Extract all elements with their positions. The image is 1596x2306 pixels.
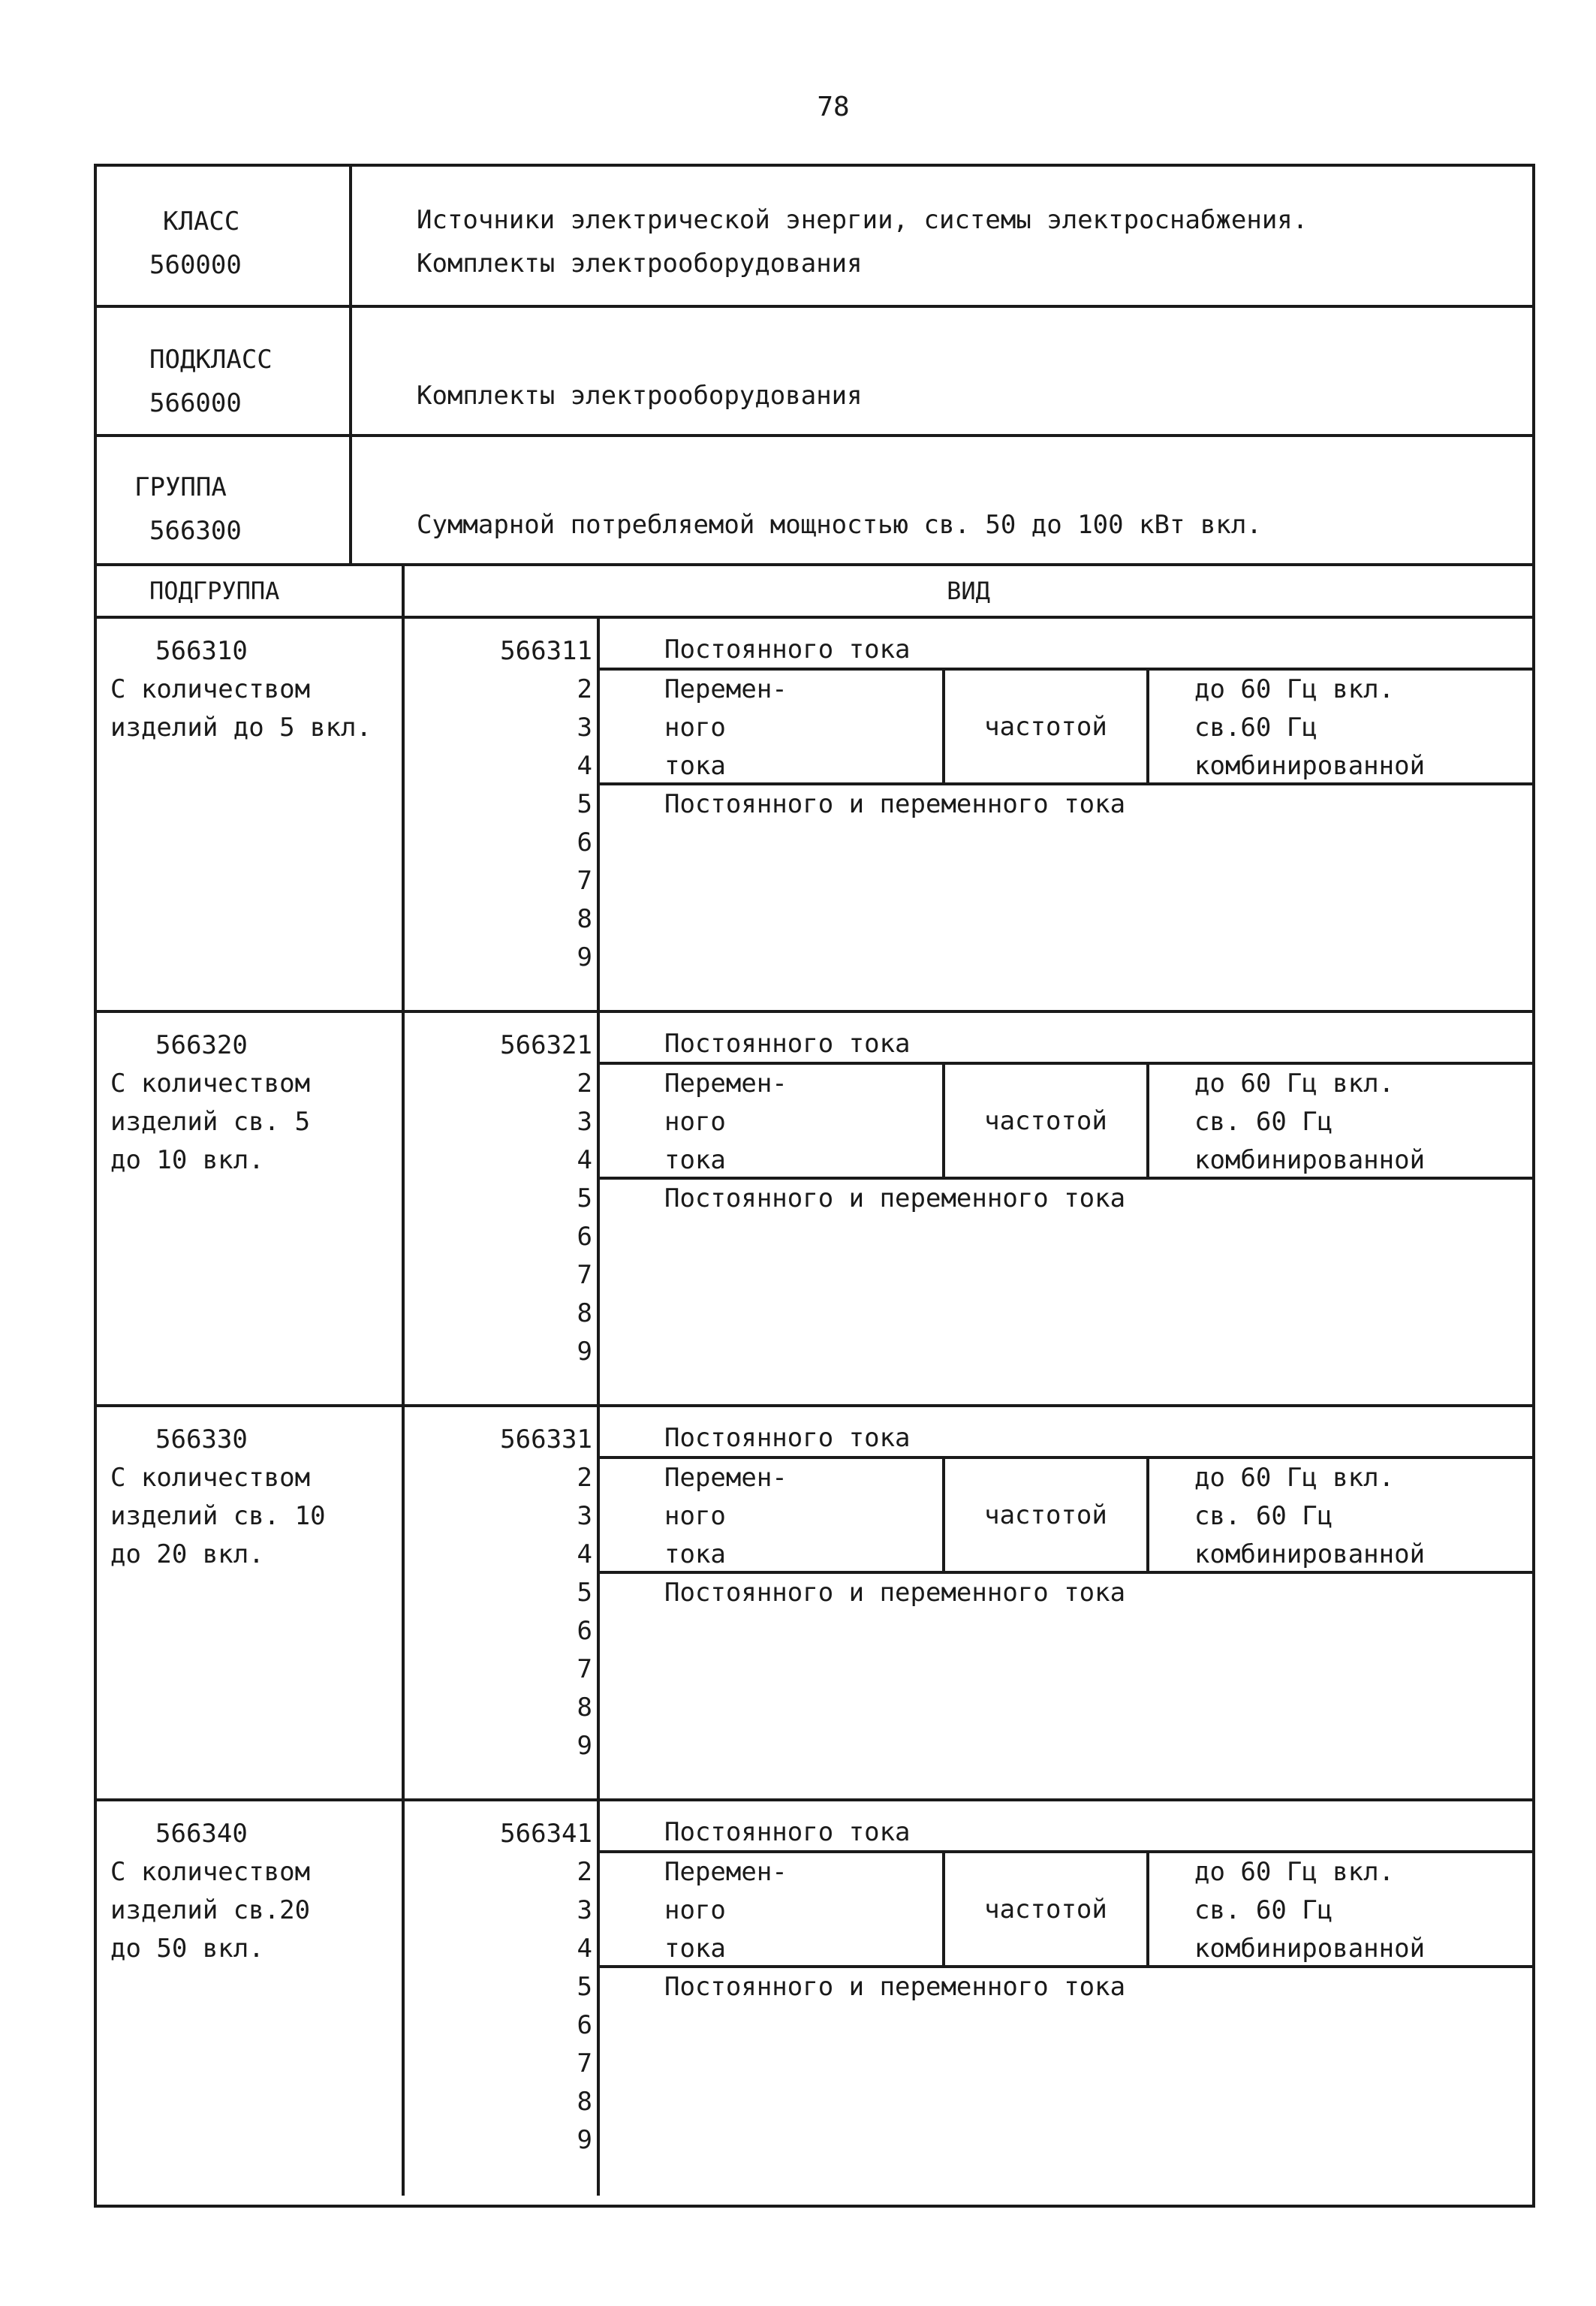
subgroup-desc-line: до 50 вкл.	[110, 1934, 264, 1964]
type-code: 3	[577, 713, 592, 743]
frequency-option: до 60 Гц вкл.	[1194, 1463, 1395, 1493]
ac-label	[600, 1459, 945, 1571]
subgroup-code: 566310	[155, 636, 248, 666]
subgroup-column-header: ПОДГРУППА	[97, 566, 405, 616]
subclass-code: 566000	[149, 388, 242, 418]
subclass-title-text: Комплекты электрооборудования	[417, 381, 863, 411]
subgroup-code: 566340	[155, 1819, 248, 1849]
type-code: 4	[577, 1145, 592, 1175]
classification-header	[94, 164, 1535, 566]
dc-type: Постоянного тока	[600, 1421, 1532, 1459]
type-code: 5	[577, 1972, 592, 2002]
type-code: 8	[577, 1298, 592, 1328]
type-codes	[405, 1407, 600, 1798]
class-cell	[97, 167, 352, 305]
type-code: 8	[577, 904, 592, 934]
type-descriptions	[600, 1801, 1532, 2196]
type-code: 7	[577, 1654, 592, 1684]
ac-label-line: ного	[664, 1501, 726, 1531]
ac-type-grid	[600, 671, 1532, 785]
subgroup-cell	[97, 1013, 405, 1404]
subgroup-desc-line: С количеством	[110, 1069, 311, 1099]
subgroup-desc-line: до 20 вкл.	[110, 1539, 264, 1569]
subgroup-desc-line: изделий св.20	[110, 1895, 311, 1925]
ac-label-line: Перемен-	[664, 1857, 787, 1887]
subgroup-block	[97, 1013, 1532, 1407]
type-code: 7	[577, 2048, 592, 2078]
ac-label-line: ного	[664, 713, 726, 743]
class-title-line1: Источники электрической энергии, системы электроснабжения.	[417, 205, 1308, 235]
subgroup-desc-line: изделий св. 10	[110, 1501, 326, 1531]
subgroup-desc-line: С количеством	[110, 674, 311, 704]
class-label: КЛАСС	[163, 206, 240, 237]
subgroup-code: 566320	[155, 1030, 248, 1060]
type-code: 9	[577, 942, 592, 972]
type-column-header: ВИД	[947, 577, 990, 605]
type-code: 566341	[500, 1819, 592, 1849]
type-codes	[405, 619, 600, 1010]
group-label: ГРУППА	[134, 472, 227, 502]
type-code: 3	[577, 1895, 592, 1925]
group-row	[97, 437, 1532, 566]
subgroup-desc-line: до 10 вкл.	[110, 1145, 264, 1175]
type-code: 6	[577, 2010, 592, 2040]
subclass-title	[352, 308, 1532, 434]
frequency-label: частотой	[945, 1459, 1149, 1571]
type-code: 7	[577, 1260, 592, 1290]
type-code: 9	[577, 1337, 592, 1367]
type-code: 566331	[500, 1424, 592, 1454]
type-code: 9	[577, 1731, 592, 1761]
ac-label-line: Перемен-	[664, 674, 787, 704]
subclass-label: ПОДКЛАСС	[149, 345, 273, 375]
type-code: 8	[577, 1693, 592, 1723]
ac-type-grid	[600, 1853, 1532, 1968]
table-header	[97, 566, 1532, 619]
type-code: 6	[577, 827, 592, 858]
group-title	[352, 437, 1532, 566]
dc-type: Постоянного тока	[600, 1815, 1532, 1853]
frequency-option: до 60 Гц вкл.	[1194, 1857, 1395, 1887]
subgroup-block	[97, 1801, 1532, 2196]
type-code: 2	[577, 1857, 592, 1887]
subgroup-cell	[97, 1801, 405, 2196]
type-codes	[405, 1801, 600, 2196]
dc-ac-type: Постоянного и переменного тока	[664, 1578, 1126, 1608]
subgroup-cell	[97, 619, 405, 1010]
type-descriptions	[600, 619, 1532, 1010]
frequency-option: комбинированной	[1194, 1539, 1426, 1569]
ac-label	[600, 1853, 945, 1965]
type-code: 4	[577, 1539, 592, 1569]
frequency-option: комбинированной	[1194, 1934, 1426, 1964]
frequency-label: частотой	[945, 671, 1149, 782]
ac-type-grid	[600, 1065, 1532, 1180]
type-code: 2	[577, 674, 592, 704]
frequency-options	[1149, 1459, 1532, 1571]
type-descriptions	[600, 1407, 1532, 1798]
page-number: 78	[817, 92, 850, 122]
class-row	[97, 167, 1532, 308]
subgroup-desc-line: С количеством	[110, 1463, 311, 1493]
frequency-option: до 60 Гц вкл.	[1194, 674, 1395, 704]
type-code: 3	[577, 1107, 592, 1137]
frequency-option: комбинированной	[1194, 751, 1426, 781]
type-code: 7	[577, 866, 592, 896]
dc-ac-type: Постоянного и переменного тока	[664, 1183, 1126, 1213]
dc-ac-type: Постоянного и переменного тока	[664, 789, 1126, 819]
frequency-option: комбинированной	[1194, 1145, 1426, 1175]
ac-label-line: Перемен-	[664, 1069, 787, 1099]
group-cell	[97, 437, 352, 566]
frequency-option: св.60 Гц	[1194, 713, 1317, 743]
type-code: 5	[577, 1183, 592, 1213]
subgroup-cell	[97, 1407, 405, 1798]
type-code: 566311	[500, 636, 592, 666]
subclass-cell	[97, 308, 352, 434]
type-codes	[405, 1013, 600, 1404]
type-code: 566321	[500, 1030, 592, 1060]
type-code: 2	[577, 1463, 592, 1493]
ac-label-line: Перемен-	[664, 1463, 787, 1493]
frequency-option: св. 60 Гц	[1194, 1107, 1333, 1137]
type-code: 2	[577, 1069, 592, 1099]
subgroup-table	[94, 563, 1535, 2208]
group-code: 566300	[149, 516, 242, 546]
ac-label-line: ного	[664, 1107, 726, 1137]
class-title	[352, 167, 1532, 305]
type-code: 5	[577, 789, 592, 819]
class-title-line2: Комплекты электрооборудования	[417, 249, 863, 279]
subgroup-desc-line: изделий до 5 вкл.	[110, 713, 372, 743]
frequency-option: до 60 Гц вкл.	[1194, 1069, 1395, 1099]
class-code: 560000	[149, 250, 242, 280]
ac-label-line: тока	[664, 1145, 726, 1175]
type-code: 3	[577, 1501, 592, 1531]
subgroup-block	[97, 619, 1532, 1013]
ac-label-line: тока	[664, 751, 726, 781]
type-code: 4	[577, 1934, 592, 1964]
ac-label-line: тока	[664, 1539, 726, 1569]
frequency-options	[1149, 1065, 1532, 1177]
subgroup-desc-line: С количеством	[110, 1857, 311, 1887]
subgroup-desc-line: изделий св. 5	[110, 1107, 311, 1137]
ac-label-line: тока	[664, 1934, 726, 1964]
ac-label-line: ного	[664, 1895, 726, 1925]
ac-label	[600, 671, 945, 782]
ac-type-grid	[600, 1459, 1532, 1574]
dc-type: Постоянного тока	[600, 632, 1532, 671]
frequency-option: св. 60 Гц	[1194, 1895, 1333, 1925]
frequency-label: частотой	[945, 1853, 1149, 1965]
subgroup-block	[97, 1407, 1532, 1801]
type-code: 4	[577, 751, 592, 781]
type-code: 9	[577, 2125, 592, 2155]
frequency-options	[1149, 1853, 1532, 1965]
frequency-label: частотой	[945, 1065, 1149, 1177]
dc-type: Постоянного тока	[600, 1026, 1532, 1065]
frequency-option: св. 60 Гц	[1194, 1501, 1333, 1531]
type-code: 6	[577, 1616, 592, 1646]
dc-ac-type: Постоянного и переменного тока	[664, 1972, 1126, 2002]
type-descriptions	[600, 1013, 1532, 1404]
group-title-text: Суммарной потребляемой мощностью св. 50 до 100 кВт вкл.	[417, 510, 1262, 540]
subclass-row	[97, 308, 1532, 437]
subgroup-code: 566330	[155, 1424, 248, 1454]
frequency-options	[1149, 671, 1532, 782]
type-code: 6	[577, 1222, 592, 1252]
type-code: 5	[577, 1578, 592, 1608]
ac-label	[600, 1065, 945, 1177]
type-code: 8	[577, 2087, 592, 2117]
